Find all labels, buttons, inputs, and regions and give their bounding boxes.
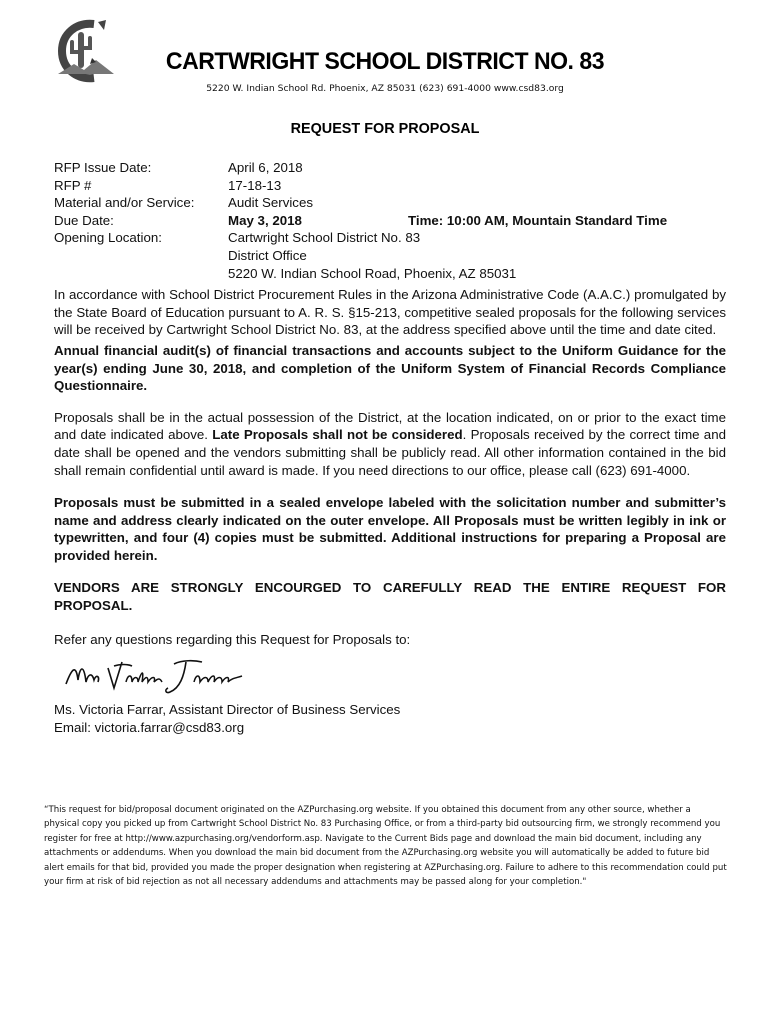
deadline-text-1: Proposals shall be in the actual possession of the District, at the location indicated, on or prior to the exact time and date indicated above.	[54, 409, 726, 443]
district-address: 5220 W. Indian School Rd. Phoenix, AZ 85031 (623) 691-4000 www.csd83.org	[206, 83, 564, 94]
opening-location-line2: District Office	[228, 247, 307, 263]
deadline-text-2: . Proposals received by the correct time and date shall be opened and the vendors submitting shall be publicly read. All other information contained in the bid shall remain confidential until award is made. If you need directions to our office, please call (623) 691-4000.	[54, 427, 726, 478]
service-value: Audit Services	[228, 195, 313, 211]
info-row-issue-date	[54, 159, 726, 177]
issue-date-label: RFP Issue Date:	[54, 160, 152, 175]
due-date-label: Due Date:	[54, 212, 114, 228]
due-date-value: May 3, 2018	[228, 212, 302, 228]
contact-name: Ms. Victoria Farrar, Assistant Director of Business Services	[54, 702, 401, 718]
opening-location-line3: 5220 W. Indian School Road, Phoenix, AZ 85031	[228, 265, 517, 281]
paragraph-submission-instructions: Proposals must be submitted in a sealed envelope labeled with the solicitation number and submitter’s name and address clearly indicated on the outer envelope. All Proposals must be written legibly in ink or typewritten, and four (4) copies must be submitted. Additional instructions for preparing a Proposal are provided herein.	[54, 495, 726, 563]
issue-date-value: April 6, 2018	[228, 160, 303, 175]
district-name: CARTWRIGHT SCHOOL DISTRICT NO. 83	[165, 48, 605, 75]
opening-location-line1: Cartwright School District No. 83	[228, 230, 421, 246]
paragraph-vendor-notice: VENDORS ARE STRONGLY ENCOURGED TO CAREFULLY READ THE ENTIRE REQUEST FOR PROPOSAL.	[54, 580, 726, 614]
service-label: Material and/or Service:	[54, 195, 195, 211]
rfp-number-label: RFP #	[54, 177, 92, 193]
document-title: REQUEST FOR PROPOSAL	[290, 120, 480, 137]
info-row-service	[54, 194, 726, 212]
paragraph-audit-scope: Annual financial audit(s) of financial transactions and accounts subject to the Uniform Guidance for the year(s) ending June 30, 2018, and completion of the Uniform System of Financial Records Compliance Questionnaire.	[54, 342, 726, 394]
contact-block	[54, 701, 726, 736]
info-row-opening-location	[54, 229, 726, 247]
due-time: Time: 10:00 AM, Mountain Standard Time	[408, 212, 668, 228]
handwritten-signature	[62, 654, 248, 698]
paragraph-questions: Refer any questions regarding this Request for Proposals to:	[54, 631, 411, 647]
paragraph-proposal-deadline	[54, 409, 726, 479]
rfp-number-value: 17-18-13	[228, 177, 282, 193]
info-row-opening-location-3	[54, 265, 726, 283]
late-proposals-notice: Late Proposals shall not be considered	[212, 427, 463, 443]
paragraph-procurement-rules: In accordance with School District Procurement Rules in the Arizona Administrative Code (A.A.C.) promulgated by the State Board of Education pursuant to A. R. S. §15-213, competitive sealed proposals for the following services will be received by Cartwright School District No. 83, at the address specified above until the time and date cited.	[54, 287, 726, 338]
contact-email: Email: victoria.farrar@csd83.org	[54, 719, 245, 735]
info-row-due-date	[54, 212, 726, 230]
document-body	[54, 159, 726, 736]
info-row-opening-location-2	[54, 247, 726, 265]
info-row-rfp-number	[54, 177, 726, 195]
azpurchasing-disclaimer: “This request for bid/proposal document originated on the AZPurchasing.org website. If you obtained this document from any other source, whether a physical copy you picked up from Cartwright School District No. 83 Purchasing Office, or from a third-party bid outsourcing firm, we strongly recommend you register for free at http://www.azpurchasing.org/vendorform.asp. Navigate to the Current Bids page and download the main bid document, including any attachments or addendums. When you download the main bid document from the AZPurchasing.org website you will automatically be added to future bid alert emails for that bid, provided you made the proper designation when registering at AZPurchasing.org. Failure to adhere to this recommendation could put your firm at risk of bid rejection as not all necessary addendums and attachments may be passed along for your completion."	[44, 805, 727, 888]
opening-location-label: Opening Location:	[54, 230, 162, 246]
